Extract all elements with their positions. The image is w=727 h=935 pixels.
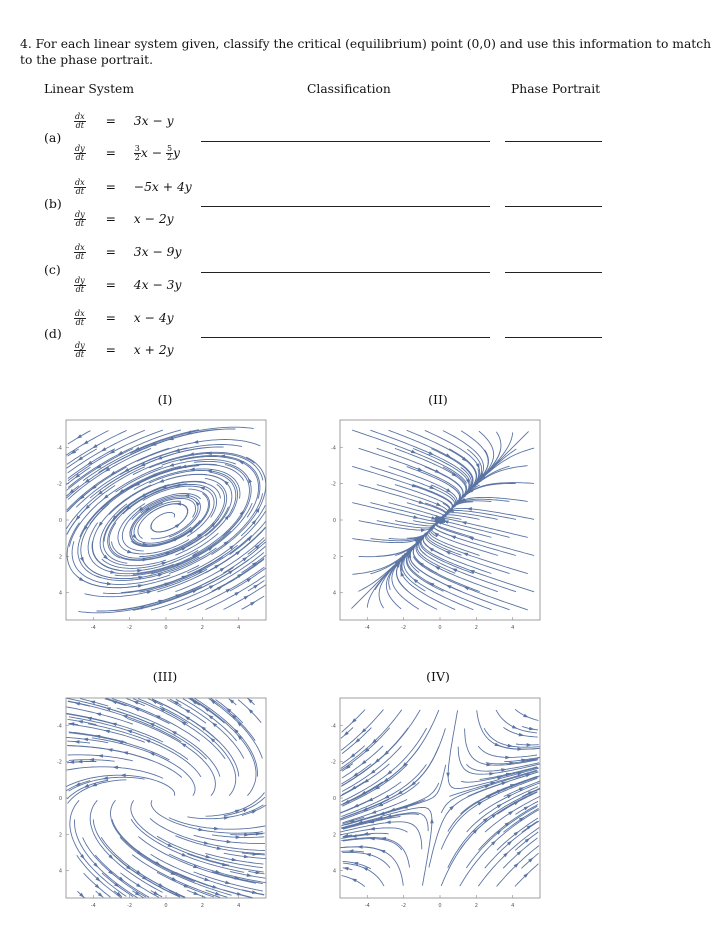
arrow-head bbox=[512, 725, 518, 729]
arrow-head bbox=[83, 440, 89, 444]
arrow-head bbox=[452, 568, 458, 572]
x-tick-label: 4 bbox=[237, 903, 241, 909]
arrow-head bbox=[212, 885, 218, 888]
phase-portrait-3 bbox=[52, 684, 282, 914]
arrow-head bbox=[118, 451, 124, 455]
x-tick-label: 4 bbox=[511, 625, 515, 631]
system-b-dx: $\frac{dx}{dt}$ = −5x + 4y bbox=[75, 178, 192, 196]
arrow-head bbox=[351, 879, 357, 883]
arrow-head bbox=[476, 463, 479, 469]
arrow-head bbox=[343, 867, 349, 871]
y-tick-label: 4 bbox=[58, 868, 62, 875]
arrow-head bbox=[251, 810, 257, 814]
streamline bbox=[439, 511, 516, 522]
phase-portrait-1 bbox=[52, 406, 282, 636]
arrow-head bbox=[79, 577, 85, 581]
streamline bbox=[212, 457, 266, 554]
phase-portrait-2 bbox=[326, 406, 556, 636]
arrow-head bbox=[169, 463, 175, 466]
x-tick-label: 0 bbox=[164, 903, 168, 909]
arrow-head bbox=[468, 537, 474, 541]
arrow-head bbox=[215, 892, 221, 895]
arrow-head bbox=[137, 569, 143, 573]
system-c-dx: $\frac{dx}{dt}$ = 3x − 9y bbox=[75, 243, 182, 261]
streamline bbox=[441, 796, 527, 886]
y-tick-label: 2 bbox=[58, 832, 62, 839]
arrow-head bbox=[252, 890, 258, 894]
arrow-head bbox=[101, 447, 107, 451]
arrow-head bbox=[463, 553, 469, 557]
streamline bbox=[435, 519, 534, 556]
arrow-head bbox=[127, 550, 133, 554]
arrow-head bbox=[149, 752, 155, 756]
arrow-head bbox=[428, 451, 434, 455]
question-number: 4. bbox=[20, 37, 32, 51]
streamline bbox=[497, 846, 539, 887]
classification-blank-a[interactable] bbox=[201, 141, 490, 142]
arrow-head bbox=[384, 795, 390, 799]
arrow-head bbox=[523, 714, 529, 718]
streamline bbox=[167, 700, 206, 724]
arrow-head bbox=[80, 854, 85, 859]
arrow-head bbox=[461, 521, 467, 525]
x-tick-label: 2 bbox=[474, 903, 478, 909]
streamline bbox=[440, 520, 510, 538]
arrow-head bbox=[175, 523, 180, 528]
arrow-head bbox=[243, 808, 249, 812]
arrow-head bbox=[225, 881, 231, 884]
arrow-head bbox=[133, 701, 139, 705]
classification-blank-b[interactable] bbox=[201, 206, 490, 207]
arrow-head bbox=[244, 855, 250, 859]
arrow-head bbox=[517, 747, 523, 751]
arrow-head bbox=[159, 479, 165, 483]
streamline bbox=[353, 710, 439, 800]
portrait-blank-b[interactable] bbox=[505, 206, 602, 207]
y-tick-label: 0 bbox=[332, 796, 336, 802]
arrow-head bbox=[450, 536, 456, 539]
question-text bbox=[20, 36, 720, 68]
x-tick-label: -2 bbox=[127, 903, 133, 909]
system-label-c: (c) bbox=[44, 262, 61, 277]
arrow-head bbox=[527, 743, 532, 747]
portrait-blank-c[interactable] bbox=[505, 272, 602, 273]
equation-c-dy: 4x − 3y bbox=[133, 278, 182, 292]
streamline bbox=[70, 800, 127, 896]
x-tick-label: -4 bbox=[364, 625, 370, 631]
streamline bbox=[130, 498, 196, 546]
y-tick-label: -2 bbox=[57, 759, 62, 766]
y-tick-label: 2 bbox=[332, 554, 336, 561]
arrow-head bbox=[529, 727, 535, 731]
y-tick-label: 4 bbox=[332, 868, 336, 875]
arrow-head bbox=[158, 574, 164, 577]
system-label-b: (b) bbox=[44, 196, 62, 211]
x-tick-label: -4 bbox=[364, 903, 370, 909]
streamline bbox=[428, 520, 528, 573]
equation-b-dy: x − 2y bbox=[133, 212, 174, 226]
arrow-head bbox=[237, 892, 243, 895]
arrow-head bbox=[80, 557, 84, 563]
arrow-head bbox=[84, 784, 90, 788]
streamline bbox=[68, 746, 151, 761]
system-d-dx: $\frac{dx}{dt}$ = x − 4y bbox=[75, 309, 174, 327]
arrow-head bbox=[193, 891, 199, 895]
arrow-head bbox=[182, 853, 188, 857]
y-tick-label: 2 bbox=[58, 554, 62, 561]
arrow-head bbox=[380, 850, 386, 854]
x-tick-label: -2 bbox=[127, 625, 133, 631]
arrow-head bbox=[369, 827, 375, 831]
x-tick-label: 0 bbox=[164, 625, 168, 631]
arrow-head bbox=[127, 730, 133, 733]
x-tick-label: 4 bbox=[237, 625, 241, 631]
arrow-head bbox=[411, 450, 417, 454]
equation-c-dx: 3x − 9y bbox=[133, 245, 182, 259]
arrow-head bbox=[463, 587, 469, 591]
arrow-head bbox=[92, 444, 98, 448]
x-tick-label: -4 bbox=[90, 625, 96, 631]
x-tick-label: -4 bbox=[90, 903, 96, 909]
y-tick-label: -2 bbox=[331, 481, 336, 488]
portrait-blank-d[interactable] bbox=[505, 337, 602, 338]
arrow-head bbox=[413, 578, 418, 583]
arrow-head bbox=[436, 502, 442, 506]
arrow-head bbox=[497, 804, 503, 808]
arrow-head bbox=[204, 841, 210, 845]
y-tick-label: -2 bbox=[57, 481, 62, 488]
arrow-head bbox=[430, 818, 434, 823]
y-tick-label: -2 bbox=[331, 759, 336, 766]
x-tick-label: 2 bbox=[474, 625, 478, 631]
arrow-head bbox=[83, 738, 89, 742]
arrow-head bbox=[199, 487, 205, 491]
y-tick-label: 0 bbox=[58, 796, 62, 802]
header-phase-portrait: Phase Portrait bbox=[511, 82, 601, 96]
streamline bbox=[448, 710, 499, 788]
system-d-dy: $\frac{dy}{dt}$ = x + 2y bbox=[75, 341, 174, 359]
header-linear-system: Linear System bbox=[44, 82, 134, 96]
streamline bbox=[478, 828, 539, 887]
system-a-dy: $\frac{dy}{dt}$ = $\frac{3}{2}$ x − $\frac{5}{2}$ y bbox=[75, 144, 180, 162]
arrow-head bbox=[244, 595, 250, 599]
classification-blank-d[interactable] bbox=[201, 337, 490, 338]
arrow-head bbox=[220, 567, 226, 571]
arrow-head bbox=[508, 811, 514, 815]
arrow-head bbox=[429, 547, 434, 552]
streamline bbox=[109, 474, 224, 514]
x-tick-label: 0 bbox=[438, 625, 442, 631]
x-tick-label: 0 bbox=[438, 903, 442, 909]
arrow-head bbox=[368, 798, 374, 802]
streamline bbox=[151, 503, 252, 574]
arrow-head bbox=[224, 816, 230, 820]
streamline bbox=[438, 518, 528, 537]
arrow-head bbox=[236, 835, 241, 839]
header-classification: Classification bbox=[307, 82, 391, 96]
arrow-head bbox=[206, 855, 212, 859]
arrow-head bbox=[526, 774, 532, 777]
arrow-head bbox=[446, 585, 452, 589]
arrow-head bbox=[181, 743, 187, 747]
arrow-head bbox=[204, 878, 210, 881]
system-label-d: (d) bbox=[44, 326, 62, 341]
arrow-head bbox=[103, 776, 109, 780]
arrow-head bbox=[385, 820, 391, 824]
arrow-head bbox=[234, 592, 240, 596]
streamline bbox=[484, 728, 539, 747]
question-body: For each linear system given, classify the critical (equilibrium) point (0,0) and use this information to match to the phase portrait. bbox=[20, 37, 712, 67]
arrow-head bbox=[209, 585, 215, 589]
arrow-head bbox=[505, 756, 510, 760]
arrow-head bbox=[363, 779, 369, 783]
arrow-head bbox=[489, 772, 495, 776]
portrait-title-3: (III) bbox=[152, 669, 178, 684]
arrow-head bbox=[508, 744, 514, 748]
streamline bbox=[352, 466, 452, 519]
arrow-head bbox=[122, 715, 128, 718]
y-tick-label: -4 bbox=[57, 723, 62, 730]
arrow-head bbox=[214, 827, 220, 831]
streamline bbox=[342, 746, 401, 792]
y-tick-label: -4 bbox=[331, 723, 336, 730]
streamline bbox=[341, 710, 402, 769]
arrow-head bbox=[113, 766, 119, 770]
x-tick-label: -2 bbox=[401, 625, 407, 631]
streamline bbox=[381, 807, 432, 885]
arrow-head bbox=[370, 770, 375, 775]
arrow-head bbox=[77, 760, 83, 764]
arrow-head bbox=[76, 434, 82, 438]
arrow-head bbox=[96, 713, 102, 717]
arrow-head bbox=[236, 550, 241, 555]
streamline bbox=[169, 818, 266, 830]
system-c-dy: $\frac{dy}{dt}$ = 4x − 3y bbox=[75, 276, 182, 294]
arrow-head bbox=[371, 810, 377, 814]
system-label-a: (a) bbox=[44, 130, 62, 145]
arrow-head bbox=[189, 467, 195, 471]
classification-blank-c[interactable] bbox=[201, 272, 490, 273]
x-tick-label: 4 bbox=[511, 903, 515, 909]
phase-portrait-4 bbox=[326, 684, 556, 914]
deriv-dx-dt: $\frac{dx}{dt}$ bbox=[75, 112, 85, 130]
arrow-head bbox=[446, 773, 450, 778]
equation-b-dx: −5x + 4y bbox=[133, 180, 192, 194]
streamline bbox=[342, 852, 390, 868]
streamline bbox=[342, 876, 365, 887]
arrow-head bbox=[514, 801, 520, 805]
arrow-head bbox=[104, 730, 110, 734]
y-tick-label: 4 bbox=[58, 590, 62, 597]
arrow-head bbox=[419, 500, 425, 503]
equation-d-dx: x − 4y bbox=[133, 311, 174, 325]
arrow-head bbox=[244, 833, 249, 837]
x-tick-label: 2 bbox=[200, 625, 204, 631]
equation-d-dy: x + 2y bbox=[133, 343, 174, 357]
portrait-title-2: (II) bbox=[428, 392, 448, 407]
arrow-head bbox=[501, 782, 507, 786]
x-tick-label: -2 bbox=[401, 903, 407, 909]
deriv-dy-dt: $\frac{dy}{dt}$ bbox=[75, 144, 85, 162]
streamline bbox=[157, 836, 263, 868]
arrow-head bbox=[445, 551, 451, 555]
streamline bbox=[209, 699, 263, 759]
arrow-head bbox=[363, 867, 369, 871]
y-tick-label: 0 bbox=[332, 518, 336, 524]
arrow-head bbox=[120, 774, 125, 778]
y-tick-label: 2 bbox=[332, 832, 336, 839]
arrow-head bbox=[185, 709, 191, 713]
arrow-head bbox=[174, 448, 180, 452]
arrow-head bbox=[227, 840, 233, 844]
y-tick-label: -4 bbox=[57, 445, 62, 452]
arrow-head bbox=[89, 758, 94, 762]
streamline bbox=[133, 559, 249, 610]
streamline bbox=[66, 775, 175, 796]
portrait-title-1: (I) bbox=[157, 392, 173, 407]
y-tick-label: 4 bbox=[332, 590, 336, 597]
arrow-head bbox=[136, 883, 142, 887]
streamline bbox=[343, 863, 384, 886]
portrait-title-4: (IV) bbox=[426, 669, 450, 684]
arrow-head bbox=[247, 873, 253, 877]
arrow-head bbox=[466, 479, 470, 485]
streamline bbox=[370, 430, 470, 494]
equation-a-dx: 3x − y bbox=[133, 114, 174, 128]
arrow-head bbox=[467, 507, 473, 511]
portrait-blank-a[interactable] bbox=[505, 141, 602, 142]
streamline bbox=[67, 767, 164, 779]
equation-a-dy: $\frac{3}{2}$ x − $\frac{5}{2}$ y bbox=[134, 144, 180, 162]
arrow-head bbox=[99, 522, 103, 528]
y-tick-label: 0 bbox=[58, 518, 62, 524]
arrow-head bbox=[145, 740, 151, 744]
system-a-dx: $\frac{dx}{dt}$ = 3x − y bbox=[75, 112, 174, 130]
streamline bbox=[341, 710, 383, 751]
streamline bbox=[515, 709, 538, 720]
arrow-head bbox=[253, 584, 259, 589]
streamline bbox=[359, 448, 461, 506]
system-b-dy: $\frac{dy}{dt}$ = x − 2y bbox=[75, 210, 174, 228]
x-tick-label: 2 bbox=[200, 903, 204, 909]
arrow-head bbox=[123, 751, 129, 755]
y-tick-label: -4 bbox=[331, 445, 336, 452]
arrow-head bbox=[250, 601, 256, 605]
arrow-head bbox=[147, 591, 153, 595]
arrow-head bbox=[413, 515, 419, 519]
